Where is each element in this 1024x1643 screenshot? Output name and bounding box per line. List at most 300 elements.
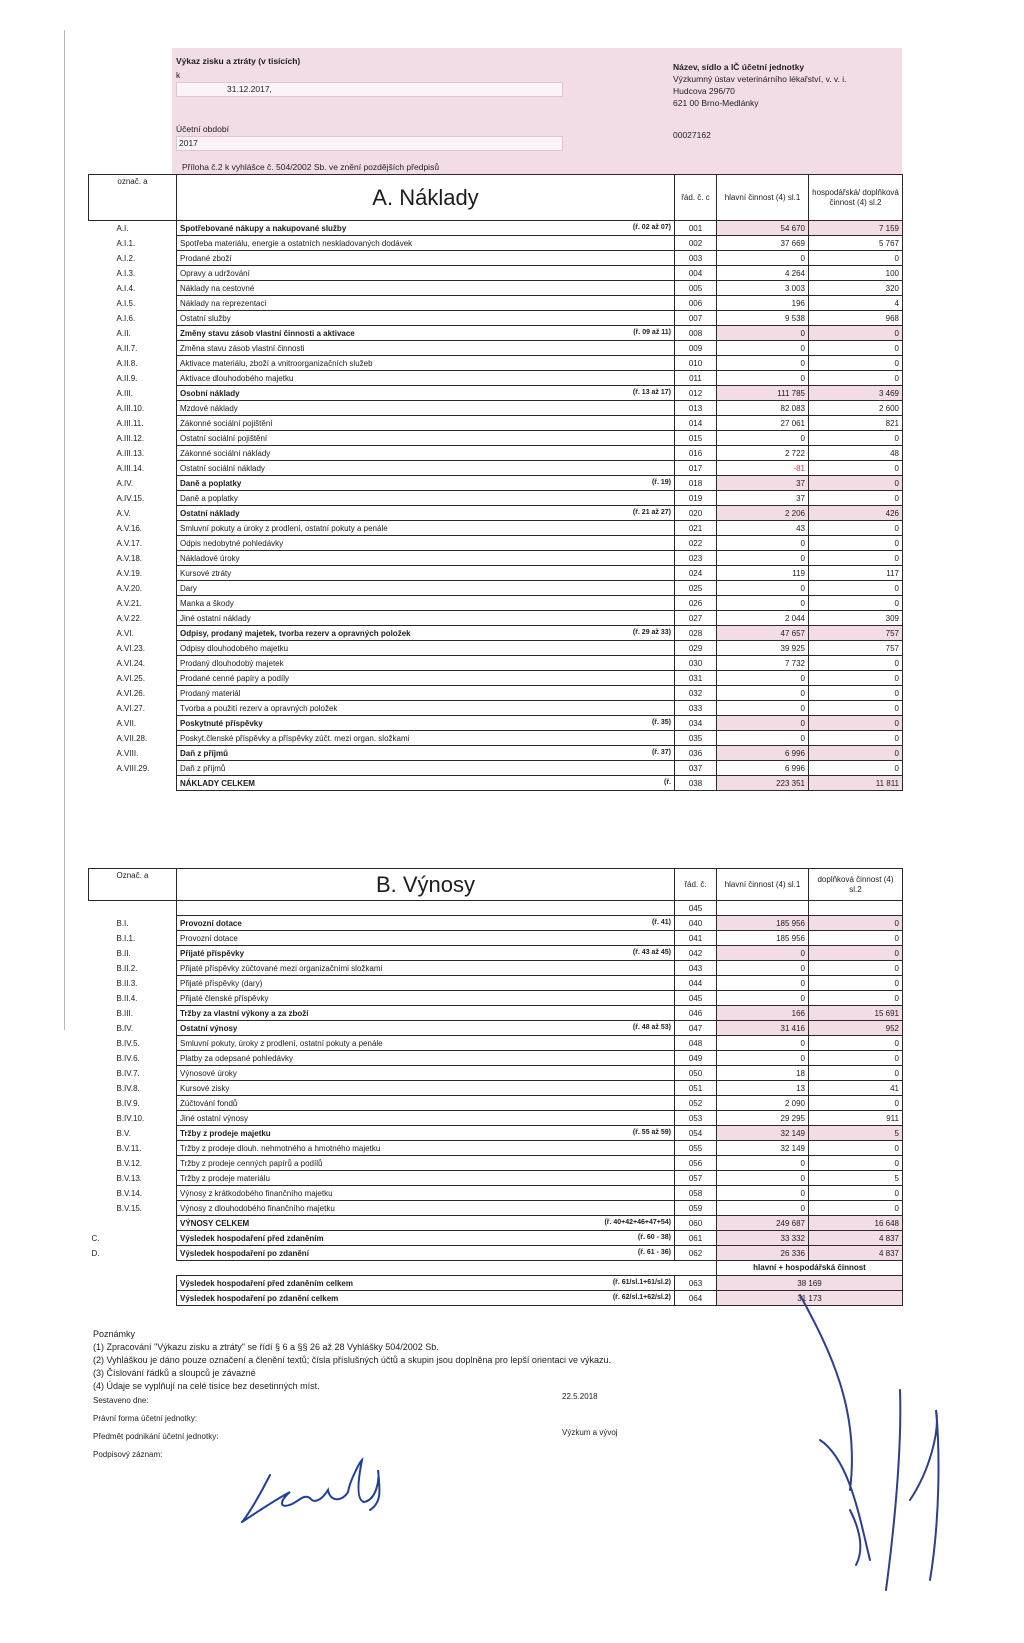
row-label: [177, 961, 675, 976]
main-activity-value: 32 149: [717, 1126, 809, 1141]
secondary-activity-header: hospodářská/ doplňková činnost (4) sl.2: [809, 175, 903, 221]
row-label-text: Výsledek hospodaření po zdanění celkem: [180, 1293, 339, 1303]
entity-city: 621 00 Brno-Medlánky: [673, 98, 759, 108]
main-activity-value: 37 669: [717, 236, 809, 251]
row-label-text: Tržby z prodeje cenných papírů a podílů: [180, 1158, 323, 1168]
secondary-activity-value: 0: [809, 476, 903, 491]
row-label-text: Provozní dotace: [180, 918, 242, 928]
row-number: 016: [675, 446, 717, 461]
row-code: A.III.13.: [116, 448, 145, 458]
secondary-activity-value: 0: [809, 521, 903, 536]
secondary-activity-value: 4: [809, 296, 903, 311]
main-activity-value: 0: [717, 551, 809, 566]
entity-ico: 00027162: [673, 130, 711, 140]
revenues-title: B. Výnosy: [177, 869, 675, 901]
row-code: A.I.5.: [116, 298, 136, 308]
row-label: [177, 416, 675, 431]
row-label-text: Přijaté příspěvky zúčtované mezi organizačními složkami: [180, 963, 383, 973]
main-activity-value: 6 996: [717, 746, 809, 761]
business-value: Výzkum a vývoj: [562, 1428, 618, 1437]
secondary-activity-value: 0: [809, 251, 903, 266]
row-code: B.V.11.: [116, 1143, 142, 1153]
row-label: [177, 536, 675, 551]
row-label-text: Ostatní sociální pojištění: [180, 433, 268, 443]
main-activity-value: 31 416: [717, 1021, 809, 1036]
table-row: [89, 901, 903, 916]
note-item: (1) Zpracování "Výkazu zisku a ztráty" se řídí § 6 a §§ 26 až 28 Vyhlášky 504/2002 Sb.: [93, 1342, 439, 1352]
table-row: [89, 446, 903, 461]
row-label: [177, 1036, 675, 1051]
secondary-activity-header: doplňková činnost (4) sl.2: [809, 869, 903, 901]
row-label: [177, 1276, 675, 1291]
row-label: [177, 341, 675, 356]
table-row: [89, 1201, 903, 1216]
combined-header-row: [89, 1261, 903, 1276]
secondary-activity-value: 757: [809, 641, 903, 656]
table-row: [89, 1276, 903, 1291]
row-label: [177, 296, 675, 311]
secondary-activity-value: 0: [809, 1156, 903, 1171]
row-reference: (ř. 13 až 17): [632, 389, 671, 396]
row-reference: (ř. 37): [651, 749, 671, 756]
row-number: 026: [675, 596, 717, 611]
row-number: 018: [675, 476, 717, 491]
code-header: označ. a: [89, 175, 177, 221]
row-code: [89, 901, 177, 916]
table-row: [89, 566, 903, 581]
main-activity-value: 185 956: [717, 916, 809, 931]
revenues-table: [88, 868, 903, 1306]
secondary-activity-value: 911: [809, 1111, 903, 1126]
row-label-text: Přijaté členské příspěvky: [180, 993, 269, 1003]
row-label: [177, 1126, 675, 1141]
table-row: [89, 251, 903, 266]
row-label: [177, 731, 675, 746]
row-reference: (ř. 41): [651, 919, 671, 926]
row-number: 063: [675, 1276, 717, 1291]
row-number: 054: [675, 1126, 717, 1141]
table-row: [89, 991, 903, 1006]
secondary-activity-value: 0: [809, 931, 903, 946]
secondary-activity-value: 41: [809, 1081, 903, 1096]
row-number: 060: [675, 1216, 717, 1231]
table-row: [89, 1291, 903, 1306]
secondary-activity-value: 0: [809, 536, 903, 551]
secondary-activity-value: 0: [809, 961, 903, 976]
costs-title: A. Náklady: [177, 175, 675, 221]
main-activity-value: 0: [717, 686, 809, 701]
row-label-text: Kursové ztráty: [180, 568, 232, 578]
row-label: [177, 946, 675, 961]
row-label-text: Odpisy dlouhodobého majetku: [180, 643, 289, 653]
secondary-activity-value: 0: [809, 1096, 903, 1111]
row-label-text: Ostatní výnosy: [180, 1023, 238, 1033]
secondary-activity-value: 309: [809, 611, 903, 626]
main-activity-value: 43: [717, 521, 809, 536]
main-activity-value: 0: [717, 1201, 809, 1216]
table-row: [89, 946, 903, 961]
table-row: [89, 326, 903, 341]
combined-value: 38 169: [717, 1276, 903, 1291]
table-row: [89, 1081, 903, 1096]
row-label: [177, 1141, 675, 1156]
row-label: [177, 1066, 675, 1081]
table-row: [89, 521, 903, 536]
row-code: A.VIII.29.: [116, 763, 150, 773]
secondary-activity-value: 0: [809, 731, 903, 746]
main-activity-value: 0: [717, 961, 809, 976]
table-row: [89, 686, 903, 701]
main-activity-value: 26 336: [717, 1246, 809, 1261]
table-row: [89, 671, 903, 686]
row-number: 056: [675, 1156, 717, 1171]
main-activity-value: 82 083: [717, 401, 809, 416]
row-code: B.IV.7.: [116, 1068, 140, 1078]
main-activity-value: 0: [717, 251, 809, 266]
row-label-text: Výsledek hospodaření po zdanění: [180, 1248, 309, 1258]
row-code: A.V.18.: [116, 553, 143, 563]
row-reference: (ř.: [664, 779, 671, 786]
row-number: 002: [675, 236, 717, 251]
secondary-activity-value: 0: [809, 491, 903, 506]
row-code: A.VII.28.: [116, 733, 148, 743]
secondary-activity-value: 0: [809, 581, 903, 596]
table-row: [89, 656, 903, 671]
secondary-activity-value: 5: [809, 1126, 903, 1141]
secondary-activity-value: 100: [809, 266, 903, 281]
row-label: [177, 1291, 675, 1306]
row-label: [177, 431, 675, 446]
row-number: 042: [675, 946, 717, 961]
row-number: 051: [675, 1081, 717, 1096]
row-label: [177, 776, 675, 791]
row-code: A.IV.15.: [116, 493, 145, 503]
row-number: 025: [675, 581, 717, 596]
secondary-activity-value: 0: [809, 716, 903, 731]
row-number: 053: [675, 1111, 717, 1126]
main-activity-value: 0: [717, 431, 809, 446]
row-label-text: Mzdové náklady: [180, 403, 238, 413]
table-row: [89, 626, 903, 641]
secondary-activity-value: 11 811: [809, 776, 903, 791]
table-row: [89, 1156, 903, 1171]
table-row: [89, 1186, 903, 1201]
secondary-activity-value: 0: [809, 761, 903, 776]
row-number: 045: [675, 991, 717, 1006]
row-code: A.I.4.: [116, 283, 136, 293]
row-number: 006: [675, 296, 717, 311]
row-label-text: Spotřebované nákupy a nakupované služby: [180, 223, 347, 233]
table-row: [89, 1066, 903, 1081]
table-row: [89, 581, 903, 596]
row-code: A.I.1.: [116, 238, 136, 248]
row-code: A.I.6.: [116, 313, 136, 323]
main-activity-value: 0: [717, 1156, 809, 1171]
table-row: [89, 716, 903, 731]
table-row: [89, 1171, 903, 1186]
row-code: B.I.: [116, 918, 129, 928]
row-number: 027: [675, 611, 717, 626]
main-activity-value: 119: [717, 566, 809, 581]
secondary-activity-value: 15 691: [809, 1006, 903, 1021]
row-code: B.II.: [116, 948, 131, 958]
table-row: [89, 641, 903, 656]
row-label: [177, 1111, 675, 1126]
main-activity-value: 0: [717, 1051, 809, 1066]
row-code: A.III.14.: [116, 463, 145, 473]
row-code: A.IV.: [116, 478, 134, 488]
row-number: 036: [675, 746, 717, 761]
secondary-activity-value: [809, 901, 903, 916]
row-number: 055: [675, 1141, 717, 1156]
row-label: [177, 761, 675, 776]
table-row: [89, 386, 903, 401]
secondary-activity-value: 7 159: [809, 221, 903, 236]
secondary-activity-value: 5 767: [809, 236, 903, 251]
row-label: [177, 386, 675, 401]
row-label-text: Jiné ostatní náklady: [180, 613, 251, 623]
main-activity-value: 2 090: [717, 1096, 809, 1111]
row-label: [177, 716, 675, 731]
row-code: A.VII.: [116, 718, 137, 728]
main-activity-value: 0: [717, 536, 809, 551]
row-label: [177, 1186, 675, 1201]
table-row: [89, 1021, 903, 1036]
main-activity-value: 0: [717, 1036, 809, 1051]
row-reference: (ř. 21 až 27): [632, 509, 671, 516]
main-activity-value: 0: [717, 671, 809, 686]
main-activity-value: [717, 901, 809, 916]
row-label: [177, 1156, 675, 1171]
row-number: 009: [675, 341, 717, 356]
row-label-text: Daň z příjmů: [180, 748, 229, 758]
main-activity-value: 0: [717, 731, 809, 746]
row-number: 033: [675, 701, 717, 716]
row-label: [177, 401, 675, 416]
row-number-header: řád. č.: [675, 869, 717, 901]
row-code: B.IV.9.: [116, 1098, 140, 1108]
table-row: [89, 931, 903, 946]
spacer-cell: [675, 1261, 717, 1276]
table-row: [89, 371, 903, 386]
row-label: [177, 626, 675, 641]
period-label: Účetní období: [176, 124, 229, 134]
row-number: 024: [675, 566, 717, 581]
row-number: 034: [675, 716, 717, 731]
main-activity-value: 18: [717, 1066, 809, 1081]
row-code: [89, 1216, 177, 1231]
row-code: A.V.17.: [116, 538, 143, 548]
row-label-text: Opravy a udržování: [180, 268, 250, 278]
main-activity-value: 3 003: [717, 281, 809, 296]
row-label-text: Náklady na reprezentaci: [180, 298, 267, 308]
row-label-text: Aktivace materiálu, zboží a vnitroorganizačních služeb: [180, 358, 373, 368]
row-label: [177, 356, 675, 371]
secondary-activity-value: 3 469: [809, 386, 903, 401]
row-label-text: Poskyt.členské příspěvky a příspěvky zúčt. mezi organ. složkami: [180, 733, 410, 743]
main-activity-value: 111 785: [717, 386, 809, 401]
row-label-text: Prodané cenné papíry a podíly: [180, 673, 289, 683]
row-label: [177, 701, 675, 716]
main-activity-value: 39 925: [717, 641, 809, 656]
row-code: B.V.15.: [116, 1203, 143, 1213]
main-activity-value: 37: [717, 491, 809, 506]
row-code: A.V.: [116, 508, 131, 518]
row-label-text: Provozní dotace: [180, 933, 238, 943]
secondary-activity-value: 0: [809, 656, 903, 671]
row-number: 035: [675, 731, 717, 746]
table-row: [89, 596, 903, 611]
row-number: 008: [675, 326, 717, 341]
row-label: [177, 916, 675, 931]
secondary-activity-value: 952: [809, 1021, 903, 1036]
signature-label: Podpisový záznam:: [93, 1450, 163, 1459]
row-number: 038: [675, 776, 717, 791]
row-label: [177, 506, 675, 521]
date-field: 31.12.2017,: [176, 82, 563, 97]
table-row: [89, 731, 903, 746]
row-number: 048: [675, 1036, 717, 1051]
combined-value: 31 173: [717, 1291, 903, 1306]
main-activity-value: 37: [717, 476, 809, 491]
secondary-activity-value: 0: [809, 1066, 903, 1081]
secondary-activity-value: 4 837: [809, 1231, 903, 1246]
report-title: Výkaz zisku a ztráty (v tisících): [176, 56, 301, 66]
row-number: 017: [675, 461, 717, 476]
secondary-activity-value: 0: [809, 596, 903, 611]
row-code: [89, 1291, 177, 1306]
row-code: B.II.2.: [116, 963, 138, 973]
row-label-text: Výsledek hospodaření před zdaněním: [180, 1233, 324, 1243]
row-number: 031: [675, 671, 717, 686]
main-activity-value: 0: [717, 581, 809, 596]
main-activity-value: 0: [717, 716, 809, 731]
row-label: [177, 1096, 675, 1111]
row-code: A.II.7.: [116, 343, 138, 353]
row-label-text: Zúčtování fondů: [180, 1098, 238, 1108]
row-label: [177, 1201, 675, 1216]
row-number: 044: [675, 976, 717, 991]
row-reference: (ř. 61/sl.1+61/sl.2): [612, 1279, 671, 1286]
business-label: Předmět podnikání účetní jednotky:: [93, 1432, 219, 1441]
row-label-text: Aktivace dlouhodobého majetku: [180, 373, 294, 383]
main-activity-value: 2 722: [717, 446, 809, 461]
row-reference: (ř. 40+42+46+47+54): [604, 1219, 671, 1226]
table-row: [89, 266, 903, 281]
table-row: [89, 1006, 903, 1021]
row-label: [177, 281, 675, 296]
row-number: 014: [675, 416, 717, 431]
row-label: [177, 311, 675, 326]
main-activity-value: 223 351: [717, 776, 809, 791]
row-reference: (ř. 62/sl.1+62/sl.2): [612, 1294, 671, 1301]
row-code: C.: [91, 1233, 100, 1243]
row-code: A.III.: [116, 388, 133, 398]
period-field: 2017: [176, 136, 563, 151]
main-activity-value: 47 657: [717, 626, 809, 641]
row-code: B.IV.8.: [116, 1083, 140, 1093]
row-code: A.I.3.: [116, 268, 136, 278]
main-activity-value: 0: [717, 596, 809, 611]
row-number: 011: [675, 371, 717, 386]
row-code: B.V.: [116, 1128, 131, 1138]
main-activity-value: 33 332: [717, 1231, 809, 1246]
main-activity-value: 6 996: [717, 761, 809, 776]
main-activity-value: 0: [717, 1171, 809, 1186]
row-label-text: Platby za odepsané pohledávky: [180, 1053, 293, 1063]
note-item: (4) Údaje se vyplňují na celé tisíce bez desetinných míst.: [93, 1381, 320, 1391]
row-label-text: Změna stavu zásob vlastní činnosti: [180, 343, 305, 353]
row-label-text: Prodané zboží: [180, 253, 232, 263]
table-row: [89, 491, 903, 506]
row-code: A.V.19.: [116, 568, 143, 578]
main-activity-value: 0: [717, 991, 809, 1006]
row-label: [177, 1051, 675, 1066]
table-row: [89, 1141, 903, 1156]
row-number: 029: [675, 641, 717, 656]
handwritten-signature-2: [790, 1290, 970, 1600]
secondary-activity-value: 0: [809, 356, 903, 371]
secondary-activity-value: 0: [809, 1036, 903, 1051]
table-row: [89, 1111, 903, 1126]
row-label-text: Daň z příjmů: [180, 763, 226, 773]
table-row: [89, 1231, 903, 1246]
note-item: (2) Vyhláškou je dáno pouze označení a členění textů; čísla příslušných účtů a skupin jsou doplněna pro lepší orientaci ve výkazu.: [93, 1355, 611, 1365]
secondary-activity-value: 0: [809, 1141, 903, 1156]
row-number: 046: [675, 1006, 717, 1021]
table-row: [89, 1126, 903, 1141]
row-label-text: Tržby z prodeje majetku: [180, 1128, 271, 1138]
row-number: 021: [675, 521, 717, 536]
row-number: 041: [675, 931, 717, 946]
secondary-activity-value: 0: [809, 686, 903, 701]
row-label-text: Nákladové úroky: [180, 553, 240, 563]
main-activity-value: 0: [717, 1186, 809, 1201]
legal-reference: Příloha č.2 k vyhlášce č. 504/2002 Sb. ve znění pozdějších předpisů: [182, 162, 440, 172]
row-label: [177, 1171, 675, 1186]
row-label: [177, 656, 675, 671]
secondary-activity-value: 0: [809, 326, 903, 341]
main-activity-value: 0: [717, 326, 809, 341]
row-code: [89, 1261, 177, 1276]
row-label-text: Kursové zisky: [180, 1083, 230, 1093]
row-label-text: Tržby z prodeje materiálu: [180, 1173, 270, 1183]
row-code: B.III.: [116, 1008, 133, 1018]
row-label: [177, 326, 675, 341]
row-label-text: Dary: [180, 583, 197, 593]
row-label-text: Daně a poplatky: [180, 493, 238, 503]
row-number: 023: [675, 551, 717, 566]
row-label: [177, 1246, 675, 1261]
secondary-activity-value: 0: [809, 551, 903, 566]
table-row: [89, 961, 903, 976]
row-number: 004: [675, 266, 717, 281]
table-row: [89, 1246, 903, 1261]
row-label: [177, 1021, 675, 1036]
row-label: [177, 976, 675, 991]
row-label-text: Smluvní pokuty a úroky z prodlení, ostatní pokuty a penále: [180, 523, 388, 533]
row-code: D.: [91, 1248, 100, 1258]
row-label-text: Osobní náklady: [180, 388, 240, 398]
main-activity-value: 0: [717, 341, 809, 356]
main-activity-value: 166: [717, 1006, 809, 1021]
main-activity-value: 0: [717, 371, 809, 386]
table-row: [89, 701, 903, 716]
main-activity-value: -81: [717, 461, 809, 476]
row-code: A.II.9.: [116, 373, 138, 383]
row-number: 043: [675, 961, 717, 976]
main-activity-value: 4 264: [717, 266, 809, 281]
